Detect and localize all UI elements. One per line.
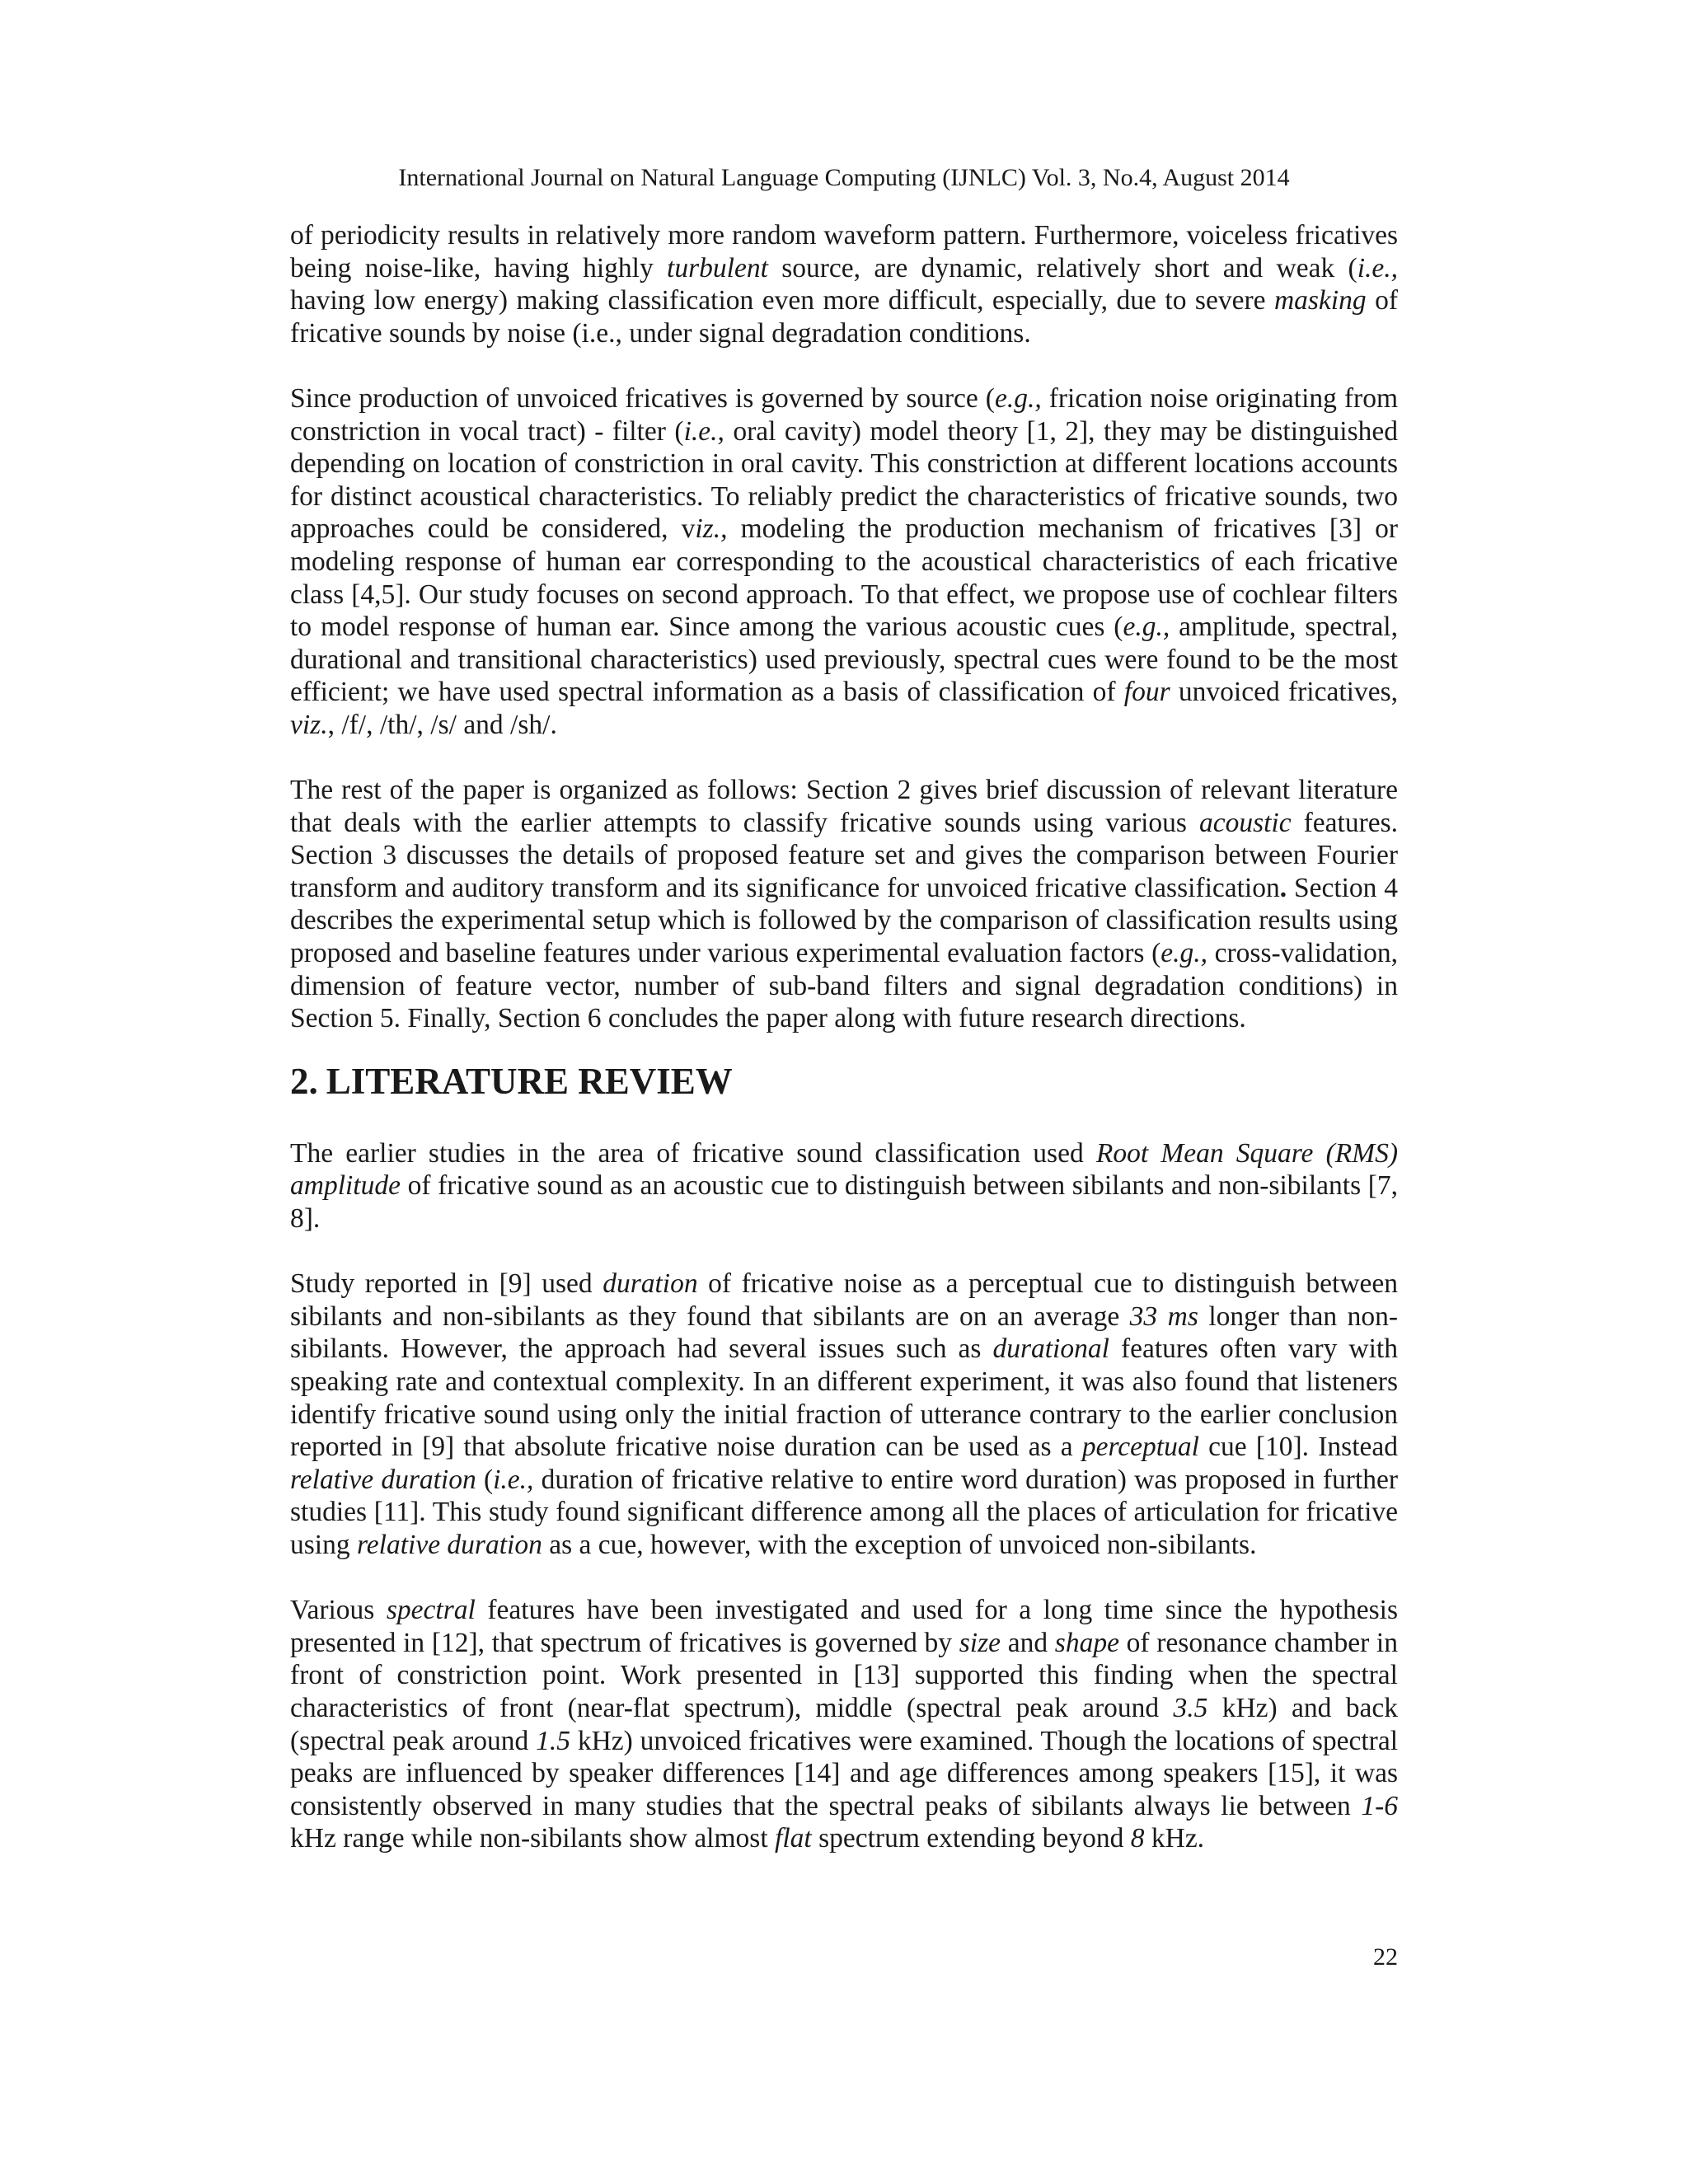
italic-text: e.g., (1160, 938, 1207, 969)
text-run: unvoiced fricatives, (1170, 677, 1398, 708)
text-run: Various (290, 1595, 387, 1626)
text-run: modeling the production mechanism of fricatives [3] or modeling response of human ear corresponding to the acoustical characteristics of each fricative class [4,5]. Our study focuses on second approach. To that effect, we propose use of cochlear filters to model response of human ear. Since among the various acoustic cues ( (290, 513, 1398, 643)
text-run: kHz range while non-sibilants show almost (290, 1823, 776, 1854)
text-run: as a cue, however, with the exception of unvoiced non-sibilants. (542, 1529, 1257, 1560)
italic-text: Root Mean Square (RMS) amplitude (290, 1137, 1398, 1202)
italic-text: size (959, 1627, 1001, 1658)
text-run: The earlier studies in the area of fricative sound classification used (290, 1137, 1096, 1169)
section-number: 2. (290, 1060, 318, 1102)
italic-text: duration (603, 1268, 698, 1300)
text-run: frication noise originating from constriction in vocal tract) - filter ( (290, 382, 1399, 447)
italic-text: shape (1054, 1627, 1119, 1658)
text-run: kHz) and back (spectral peak around (290, 1692, 1398, 1756)
text-run: features often vary with speaking rate and contextual complexity. In an different experiment, it was also found that listeners identify fricative sound using only the initial fraction of utterance contrary to the earlier conclusion reported in [9] that absolute fricative noise duration can be used as a (290, 1333, 1398, 1463)
text-run: Section 4 describes the experimental setup which is followed by the comparison of classification results using proposed and baseline features under various experimental evaluation factors ( (290, 872, 1398, 969)
italic-text: i.e., (1357, 252, 1398, 284)
italic-text: 8 (1130, 1823, 1145, 1854)
text-run: features have been investigated and used for a long time since the hypothesis presented in [12], that spectrum of fricatives is governed by (290, 1595, 1398, 1658)
text-run: cue [10]. Instead (1198, 1432, 1398, 1463)
text-run: , /f/, /th/, /s/ and /sh/. (327, 709, 557, 740)
text-run: of periodicity results in relatively more random waveform pattern. Furthermore, voiceless fricatives being noise-like, having highly (290, 220, 1398, 284)
text-run: spectrum extending beyond (811, 1823, 1131, 1854)
paragraph (290, 1137, 1398, 1235)
section-heading (290, 1057, 1398, 1106)
text-run: amplitude, spectral, durational and transitional characteristics) used previously, spectral cues were found to be the most efficient; we have used spectral information as a basis of classification of (290, 612, 1398, 708)
italic-text: 3.5 (1173, 1692, 1208, 1723)
italic-text: masking (1273, 285, 1367, 316)
page-number: 22 (1373, 1943, 1398, 1971)
text-run: source, are dynamic, relatively short and weak ( (767, 252, 1357, 284)
text-run: and (1001, 1627, 1055, 1658)
text-run: Since production of unvoiced fricatives is governed by source ( (290, 382, 995, 414)
text-run: duration of fricative relative to entire word duration) was proposed in further studies [11]. This study found significant difference among all the places of articulation for fricative using (290, 1464, 1398, 1560)
italic-text: 33 ms (1129, 1301, 1198, 1332)
text-run: The rest of the paper is organized as follows: Section 2 gives brief discussion of relevant literature that deals with the earlier attempts to classify fricative sounds using various (290, 775, 1398, 838)
text-run: oral cavity) model theory [1, 2], they may be distinguished depending on location of constriction in oral cavity. This constriction at different locations accounts for distinct acoustical characteristics. To reliably predict the characteristics of fricative sounds, two approaches could be considered, v (290, 415, 1398, 545)
italic-text: turbulent (667, 252, 768, 284)
text-run: of fricative noise as a perceptual cue to distinguish between sibilants and non-sibilants as they found that sibilants are on an average (290, 1268, 1398, 1332)
paragraph (290, 382, 1398, 742)
text-run: kHz. (1144, 1823, 1205, 1854)
italic-text: spectral (386, 1595, 476, 1626)
italic-text: e.g., (1123, 612, 1170, 643)
italic-text: four (1123, 677, 1170, 708)
text-run: having low energy) making classification even more difficult, especially, due to severe (290, 285, 1274, 316)
page-body (290, 219, 1398, 1855)
text-run: ( (476, 1464, 494, 1495)
text-run: longer than non-sibilants. However, the approach had several issues such as (290, 1301, 1398, 1365)
text-run: Study reported in [9] used (290, 1268, 603, 1300)
italic-text: e.g., (994, 382, 1042, 414)
italic-text: iz., (695, 513, 728, 545)
italic-text: viz. (290, 709, 328, 740)
section-title: LITERATURE REVIEW (326, 1060, 733, 1102)
italic-text: relative duration (356, 1529, 542, 1560)
paragraph (290, 1268, 1398, 1561)
text-run: features. Section 3 discusses the details of proposed feature set and gives the comparison between Fourier transform and auditory transform and its significance for unvoiced fricative classification (290, 807, 1399, 903)
italic-text: relative duration (290, 1464, 476, 1495)
italic-text: 1-6 (1361, 1790, 1398, 1821)
italic-text: perceptual (1081, 1432, 1199, 1463)
italic-text: acoustic (1198, 807, 1292, 838)
italic-text: 1.5 (536, 1725, 570, 1756)
paragraph (290, 774, 1398, 1035)
italic-text: flat (775, 1823, 812, 1854)
text-run: kHz) unvoiced fricatives were examined. Though the locations of spectral peaks are influenced by speaker differences [14] and age differences among speakers [15], it was consistently observed in many studies that the spectral peaks of sibilants always lie between (290, 1725, 1398, 1821)
journal-header: International Journal on Natural Language Computing (IJNLC) Vol. 3, No.4, August 2014 (398, 164, 1290, 191)
bold-text: . (1279, 872, 1287, 903)
paragraph (290, 219, 1398, 349)
italic-text: i.e., (493, 1464, 534, 1495)
italic-text: durational (992, 1333, 1109, 1365)
text-run: of resonance chamber in front of constriction point. Work presented in [13] supported this finding when the spectral characteristics of front (near-flat spectrum), middle (spectral peak around (290, 1627, 1398, 1723)
italic-text: i.e., (683, 415, 724, 447)
text-run: cross-validation, dimension of feature vector, number of sub-band filters and signal degradation conditions) in Section 5. Finally, Section 6 concludes the paper along with future research directions. (290, 938, 1398, 1034)
text-run: of fricative sound as an acoustic cue to distinguish between sibilants and non-sibilants [7, 8]. (290, 1170, 1398, 1235)
text-run: of fricative sounds by noise (i.e., under signal degradation conditions. (290, 285, 1398, 349)
paragraph (290, 1594, 1398, 1855)
